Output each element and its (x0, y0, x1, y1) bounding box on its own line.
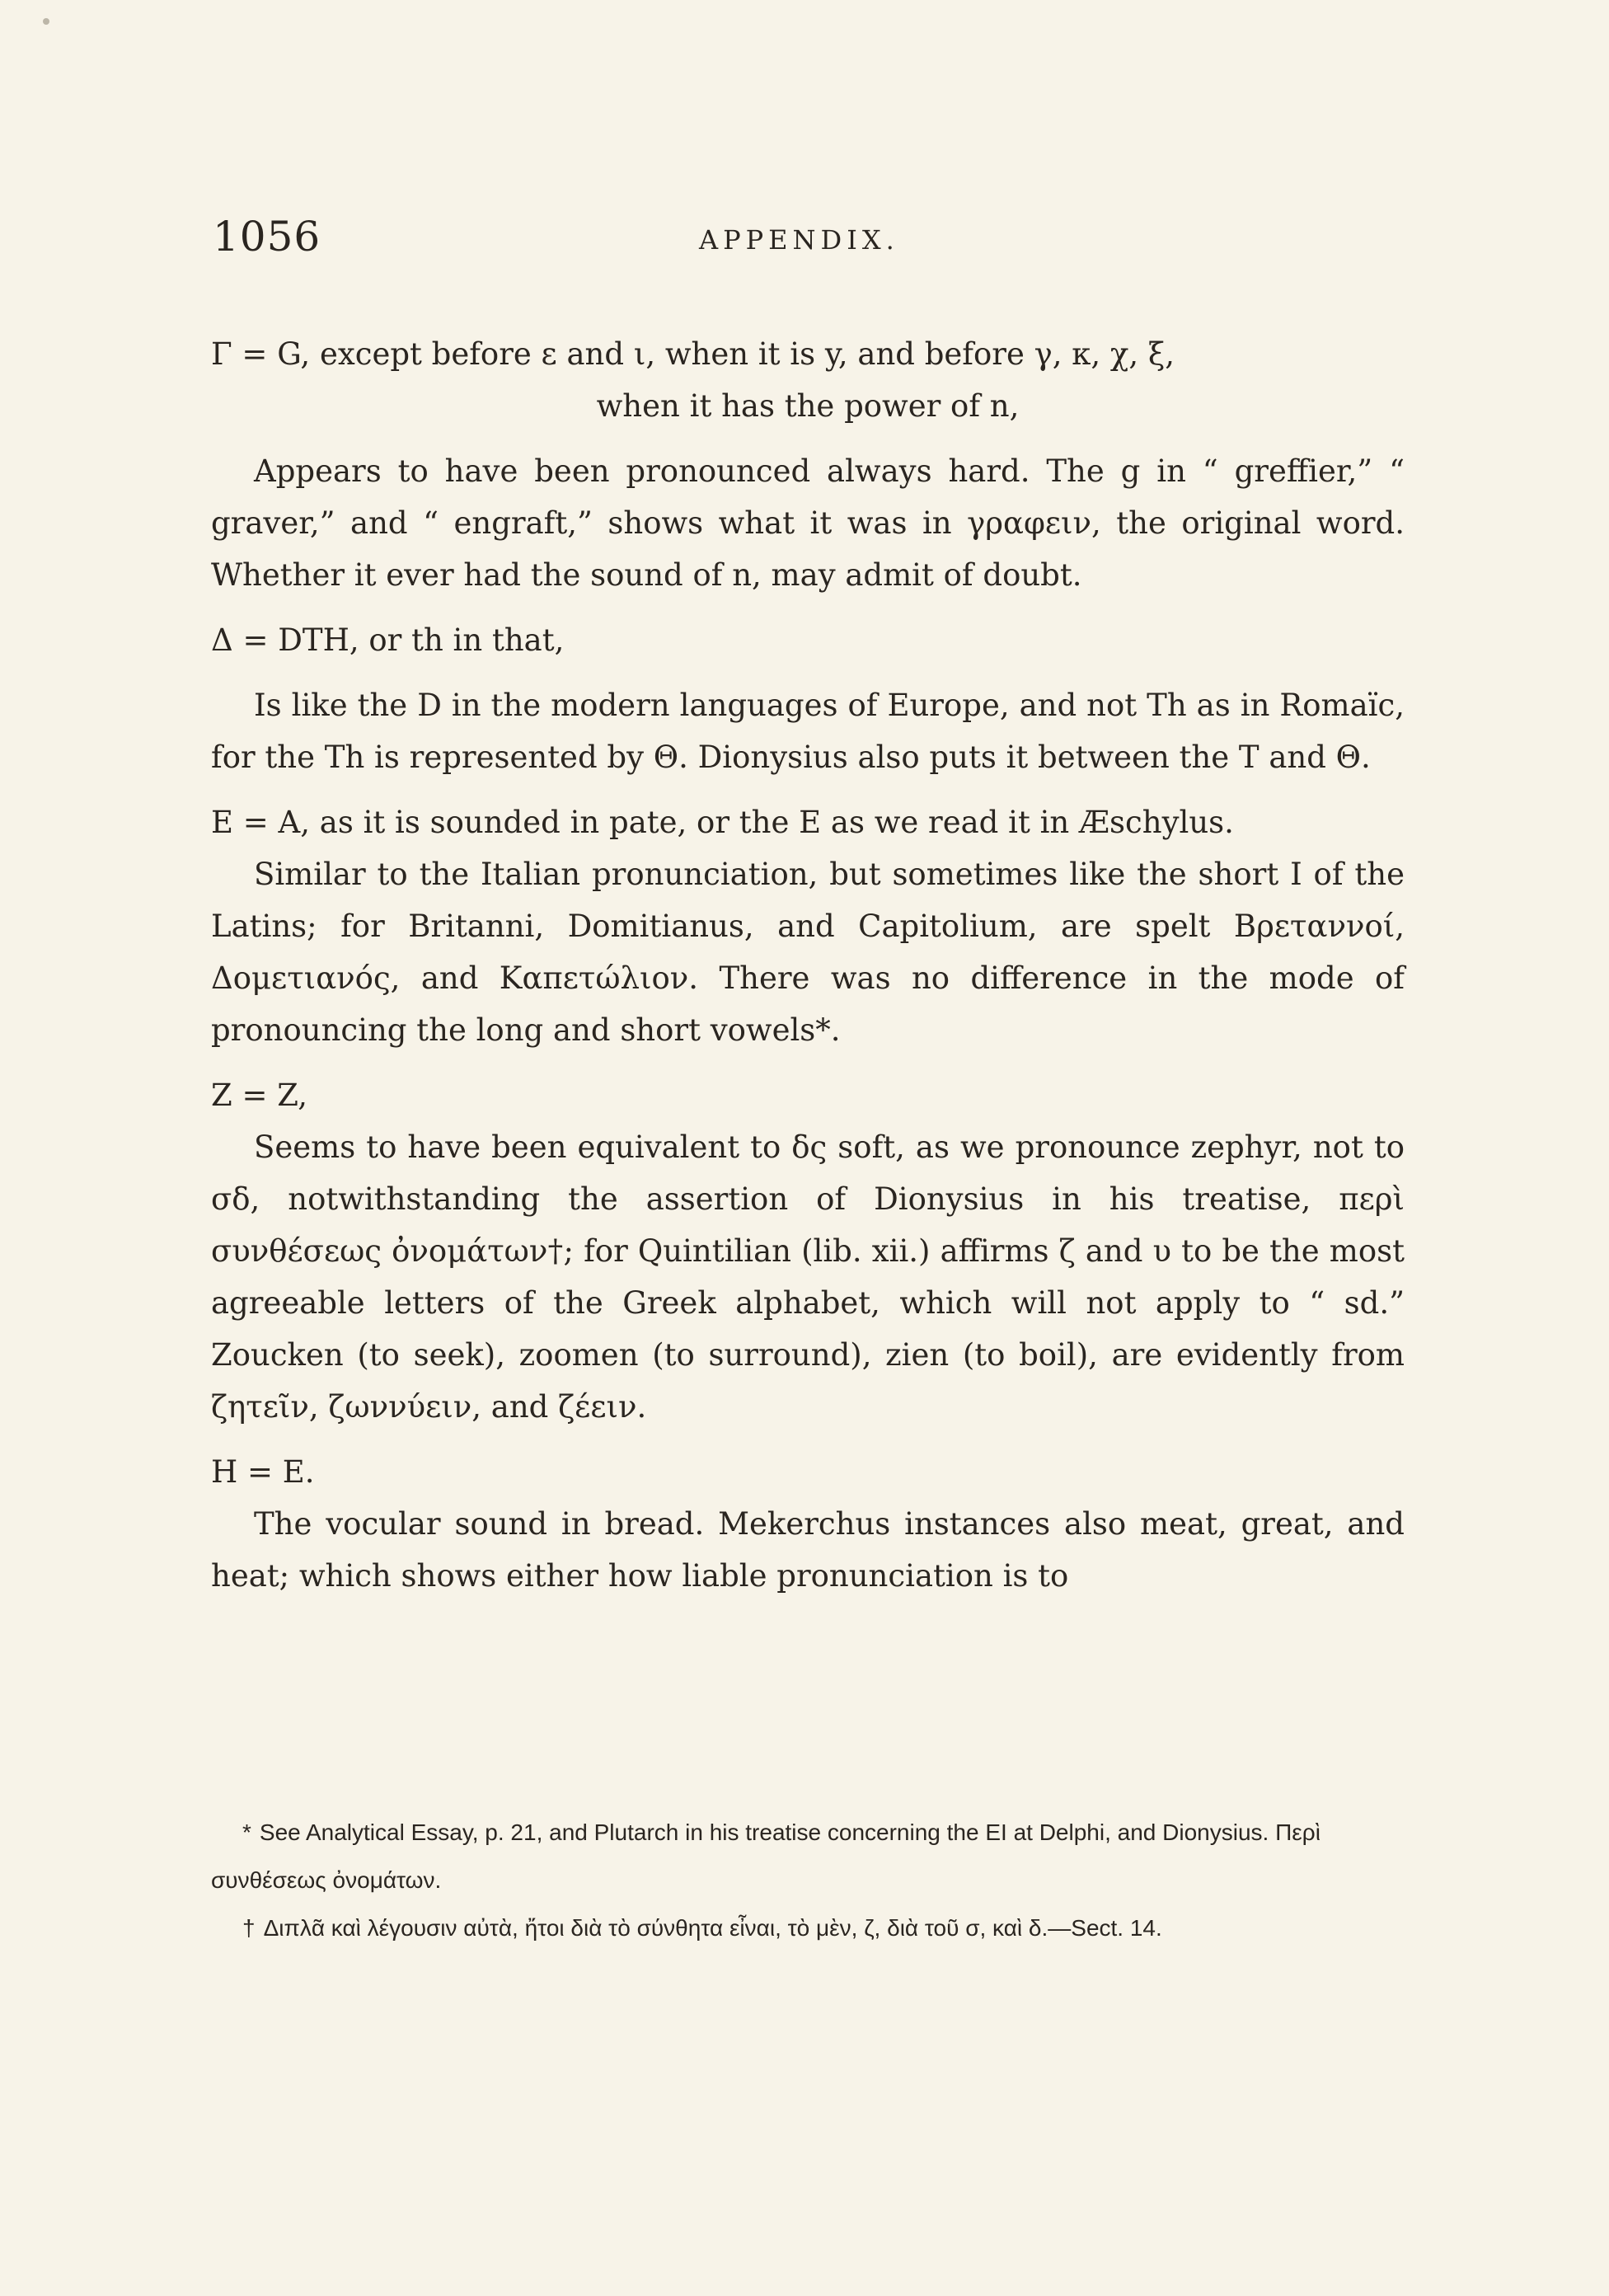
gamma-definition: Γ = G, except before ε and ι, when it is y, and before γ, κ, χ, ξ, (211, 336, 1175, 372)
footnote-text: See Analytical Essay, p. 21, and Plutarch in his treatise concerning the EI at Delphi, and Dionysius. Περὶ συνθέσεως ὀνομάτων. (211, 1819, 1321, 1893)
footnote-dagger (211, 1904, 1406, 1952)
footnote-star (211, 1809, 1406, 1904)
footnote-text: Διπλᾶ καὶ λέγουσιν αὐτὰ, ἤτοι διὰ τὸ σύνθητα εἶναι, τὸ μὲν, ζ, διὰ τοῦ σ, καὶ δ.—Sect. 14. (263, 1915, 1162, 1941)
epsilon-paragraph: Similar to the Italian pronunciation, but sometimes like the short I of the Latins; for Britanni, Domitianus, and Capitolium, are spelt Βρεταννοί, Δομετιανός, and Καπετώλιον. There was no difference in the mode of pronouncing the long and short vowels*. (211, 857, 1405, 1048)
paper-speck (43, 18, 49, 25)
page-number: 1056 (213, 213, 321, 261)
delta-paragraph: Is like the D in the modern languages of Europe, and not Th as in Romaïc, for the Th is represented by Θ. Dionysius also puts it between the T and Θ. (211, 688, 1405, 775)
page-header (213, 213, 1401, 262)
footnotes (211, 1809, 1406, 1952)
delta-definition: Δ = DTH, or th in that, (211, 622, 565, 658)
main-text (211, 328, 1405, 1602)
eta-definition: H = E. (211, 1454, 315, 1490)
footnote-mark: † (242, 1915, 256, 1941)
gamma-definition-cont: when it has the power of n, (596, 388, 1020, 424)
footnote-mark: * (242, 1819, 251, 1845)
zeta-paragraph: Seems to have been equivalent to δς soft, as we pronounce zephyr, not to σδ, notwithstanding the assertion of Dionysius in his treatise, περὶ συνθέσεως ὀνομάτων†; for Quintilian (lib. xii.) affirms ζ and υ to be the most agreeable letters of the Greek alphabet, which will not apply to “ sd.” Zoucken (to seek), zoomen (to surround), zien (to boil), are evidently from ζητεῖν, ζωννύειν, and ζέειν. (211, 1129, 1405, 1425)
zeta-definition: Z = Z, (211, 1078, 308, 1113)
epsilon-definition: E = A, as it is sounded in pate, or the E as we read it in Æschylus. (211, 805, 1234, 840)
gamma-paragraph: Appears to have been pronounced always hard. The g in “ greffier,” “ graver,” and “ engraft,” shows what it was in γραφειν, the original word. Whether it ever had the sound of n, may admit of doubt. (211, 453, 1405, 593)
eta-paragraph: The vocular sound in bread. Mekerchus instances also meat, great, and heat; which shows either how liable pronunciation is to (211, 1506, 1405, 1594)
running-head: APPENDIX. (699, 224, 899, 256)
